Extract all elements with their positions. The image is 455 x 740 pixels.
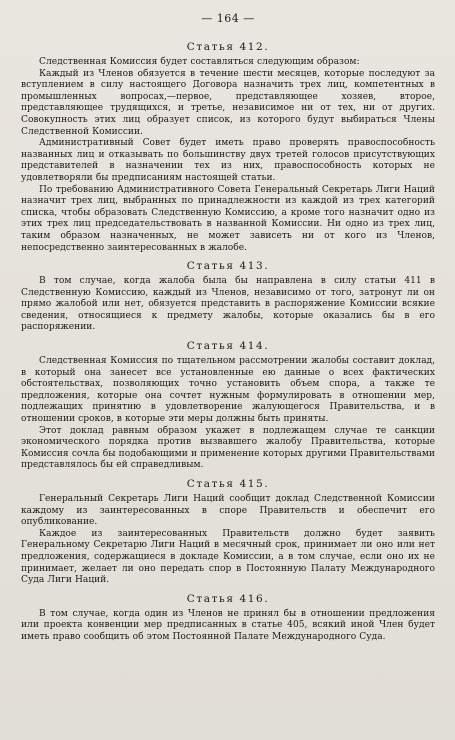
article-413-heading: Статья 413. bbox=[186, 260, 270, 273]
article-416 bbox=[21, 593, 435, 644]
article-412-paragraph-3: Административный Совет будет иметь право проверять правоспособность названных лиц и отказывать по большинству двух третей голосов присутствующих представителей в назначении тех из них, правоспособность которых не удовлетворяли бы предписаниям настоящей статьи. bbox=[21, 138, 435, 183]
article-414-heading: Статья 414. bbox=[186, 340, 270, 353]
article-413-paragraph-1: В том случае, когда жалоба была бы направлена в силу статьи 411 в Следственную Комиссию, каждый из Членов, независимо от того, затронут ли он прямо жалобой или нет, обязуется представить в распоряжение Комиссии всякие сведения, относящиеся к предмету жалобы, которые оказались бы в его распоряжении. bbox=[21, 276, 435, 333]
article-416-heading: Статья 416. bbox=[186, 592, 270, 605]
article-412 bbox=[21, 41, 435, 254]
article-414-paragraph-2: Этот доклад равным образом укажет в подлежащем случае те санкции экономического порядка против вызвавшего жалобу Правительства, которые Комиссия сочла бы подобающими и применение которых другими Правительствами представлялось бы ей справедливым. bbox=[21, 425, 435, 471]
article-412-paragraph-4: По требованию Административного Совета Генеральный Секретарь Лиги Наций назначит трех лиц, выбранных по принадлежности из каждой из трех категорий списка, чтобы образовать Следственную Комиссию, а кроме того назначит одно из этих трех лиц председательствовать в названной Комиссии. Ни одно из трех лиц, таким образом назначенных, не может зависеть ни от кого из Членов, непосредственно заинтересованных в жалобе. bbox=[21, 184, 435, 253]
article-416-paragraph-1: В том случае, когда один из Членов не принял бы в отношении предложения или проекта конвенции мер предписанных в статье 405, всякий иной Член будет иметь право сообщить об этом Постоянной Палате Международного Суда. bbox=[21, 608, 435, 642]
article-415 bbox=[21, 478, 435, 587]
article-415-heading: Статья 415. bbox=[186, 478, 270, 490]
page-number: — 164 — bbox=[201, 12, 255, 25]
article-414-paragraph-1: Следственная Комиссия по тщательном рассмотрении жалобы составит доклад, в который она занесет все установленные ею данные о всех фактических обстоятельствах, позволяющих точно установить объем спора, а также те предложения, которые она сочтет нужным формулировать в отношении мер, подлежащих принятию в удовлетворение жалующегося Правительства, и в отношении сроков, в которые эти меры должны быть приняты. bbox=[21, 356, 435, 425]
article-415-paragraph-1: Генеральный Секретарь Лиги Наций сообщит доклад Следственной Комиссии каждому из заинтересованных в споре Правительств и обеспечит его опубликование. bbox=[21, 494, 435, 528]
article-412-paragraph-2: Каждый из Членов обязуется в течение шести месяцев, которые последуют за вступлением в силу настоящего Договора назначить трех лиц, компетентных в промышленных вопросах,—первое, представляющее хозяев, второе, представляющее трудящихся, и третье, независимое ни от тех, ни от других. Совокупность этих лиц образует список, из которого будут выбираться Члены Следственной Комиссии. bbox=[21, 68, 435, 137]
article-412-paragraph-1: Следственная Комиссия будет составляться следующим образом: bbox=[39, 57, 360, 67]
article-415-paragraph-2: Каждое из заинтересованных Правительств должно будет заявить Генеральному Секретарю Лиги Наций в месячный срок, принимает ли оно или нет предложения, содержащиеся в докладе Комиссии, а в том случае, если оно их не принимает, желает ли оно передать спор в Постоянную Палату Международного Суда Лиги Наций. bbox=[21, 528, 435, 586]
article-412-heading: Статья 412. bbox=[186, 41, 270, 53]
article-414 bbox=[21, 340, 435, 472]
article-413 bbox=[21, 260, 435, 334]
